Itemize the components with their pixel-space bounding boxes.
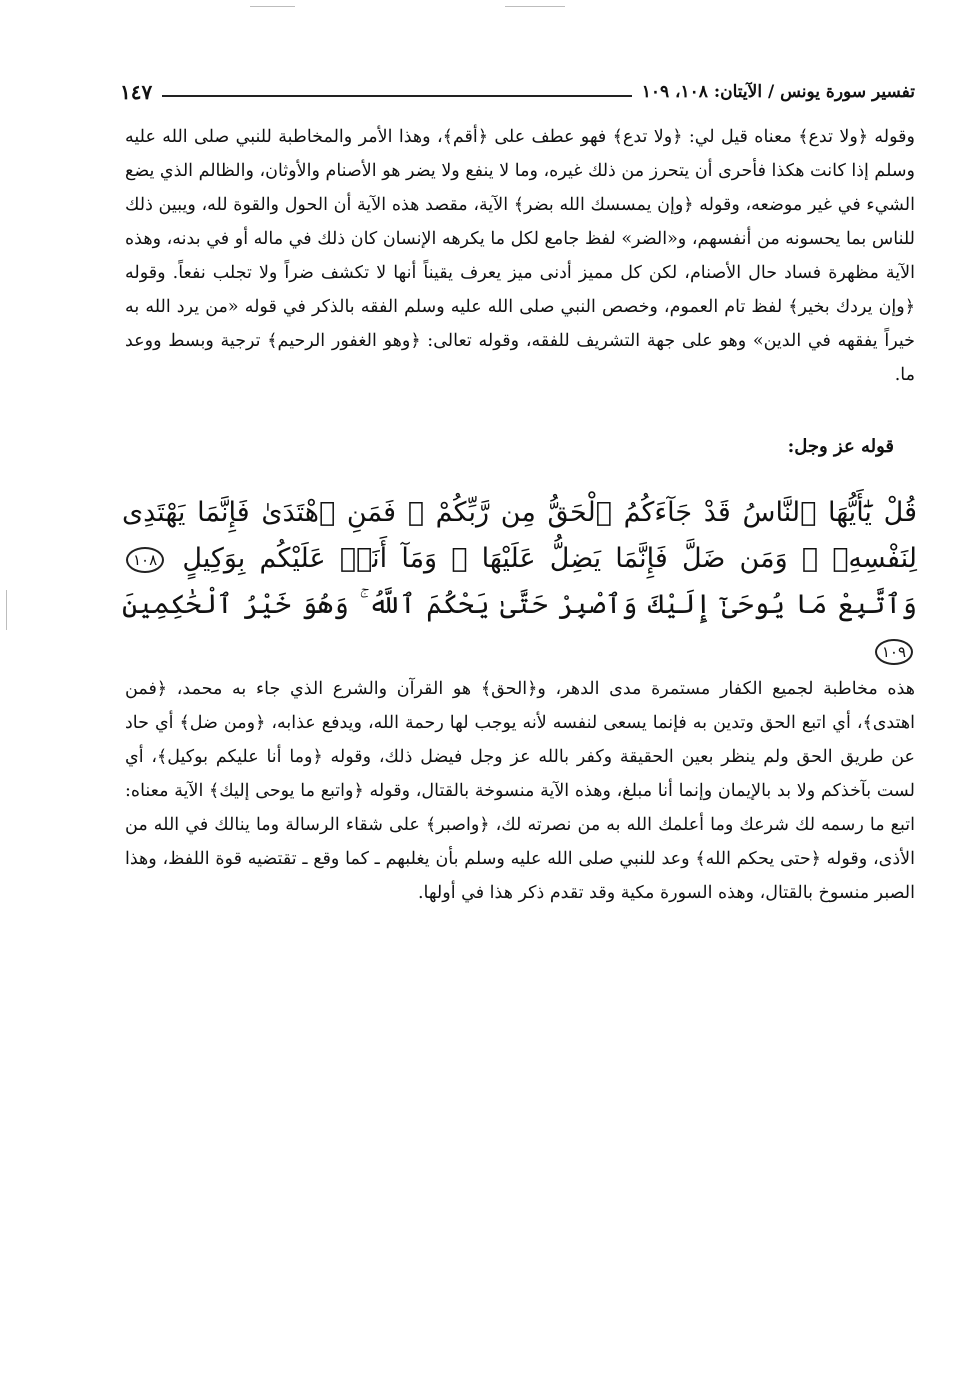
- ayah-marker-109: ١٠٩: [875, 639, 913, 665]
- running-title: تفسير سورة يونس / الآيتان: ١٠٨، ١٠٩: [641, 82, 915, 102]
- quran-verses: [122, 490, 917, 674]
- paragraph-1-text: وقوله ﴿ولا تدع﴾ معناه قيل لي: ﴿ولا تدع﴾ فهو عطف على ﴿أقم﴾، وهذا الأمر والمخاطبة للنبي صلى الله عليه وسلم إذا كانت هكذا فأحرى أن يتحرز من ذلك غيره، وما لا ينفع ولا يضر هو الأصنام والأوثان، والظالم الذي يضع الشيء في غير موضعه، وقوله ﴿وإن يمسسك الله بضر﴾ الآية، مقصد هذه الآية أن الحول والقوة لله، ويبين ذلك للناس بما يحسونه من أنفسهم، و«الضر» لفظ جامع لكل ما يكرهه الإنسان كان ذلك في ماله أو في بدنه، وهذه الآية مظهرة فساد حال الأصنام، لكن كل مميز أدنى ميز يعرف يقيناً أنها لا تكشف ضراً ولا تجلب نفعاً. وقوله ﴿وإن يردك بخير﴾ لفظ تام العموم، وخصص النبي صلى الله عليه وسلم الفقه بالذكر في قوله «من يرد الله به خيراً يفقهه في الدين» وهو على جهة التشريف للفقه، وقوله تعالى: ﴿وهو الغفور الرحيم﴾ ترجية وبسط ووعد ما.: [125, 127, 915, 385]
- intro-line: قوله عز وجل:: [787, 436, 894, 457]
- paragraph-2-text: هذه مخاطبة لجميع الكفار مستمرة مدى الدهر، و﴿الحق﴾ هو القرآن والشرع الذي جاء به محمد، ﴿فمن اهتدى﴾، أي اتبع الحق وتدين به فإنما يسعى لنفسه لأنه يوجب لها رحمة الله، ويدفع عذابه، ﴿ومن ضل﴾ أي حاد عن طريق الحق ولم ينظر بعين الحقيقة وكفر بالله عز وجل فيضل ذلك، وقوله ﴿وما أنا عليكم بوكيل﴾، أي لست بآخذكم ولا بد بالإيمان وإنما أنا مبلغ، وهذه الآية منسوخة بالقتال، وقوله ﴿واتبع ما يوحى إليك﴾ الآية معناه: اتبع ما رسمه لك شرعك وما أعلمك الله به من نصرته لك، ﴿واصبر﴾ على شقاء الرسالة وما ينالك في الله من الأذى، وقوله ﴿حتى يحكم الله﴾ وعد للنبي صلى الله عليه وسلم بأن يغلبهم ـ كما وقع ـ تقتضيه قوة اللفظ، وهذا الصبر منسوخ بالقتال، وهذه السورة مكية وقد تقدم ذكر هذا في أولها.: [125, 679, 915, 903]
- verse-108-text: قُلْ يَٰٓأَيُّهَا ٱلنَّاسُ قَدْ جَآءَكُمُ ٱلْحَقُّ مِن رَّبِّكُمْ ۖ فَمَنِ ٱهْتَدَىٰ فَإِنَّمَا يَهْتَدِى لِنَفْسِهِۦ ۖ وَمَن ضَلَّ فَإِنَّمَا يَضِلُّ عَلَيْهَا ۖ وَمَآ أَنَا۠ عَلَيْكُم بِوَكِيلٍ: [122, 497, 917, 574]
- scan-mark-top-right: [505, 6, 565, 7]
- scan-mark-top-left: [250, 6, 295, 7]
- ayah-marker-108: ١٠٨: [126, 547, 164, 573]
- commentary-paragraph-1: [125, 120, 915, 392]
- page-header: [120, 78, 915, 106]
- header-rule: [162, 95, 631, 97]
- scan-mark-left-edge: [6, 590, 7, 630]
- page-number: ١٤٧: [120, 80, 153, 104]
- commentary-paragraph-2: [125, 672, 915, 910]
- verse-109-text: وَٱتَّبِعْ مَا يُوحَىٰٓ إِلَيْكَ وَٱصْبِرْ حَتَّىٰ يَحْكُمَ ٱللَّهُ ۚ وَهُوَ خَيْرُ ٱلْحَٰكِمِينَ: [122, 589, 917, 620]
